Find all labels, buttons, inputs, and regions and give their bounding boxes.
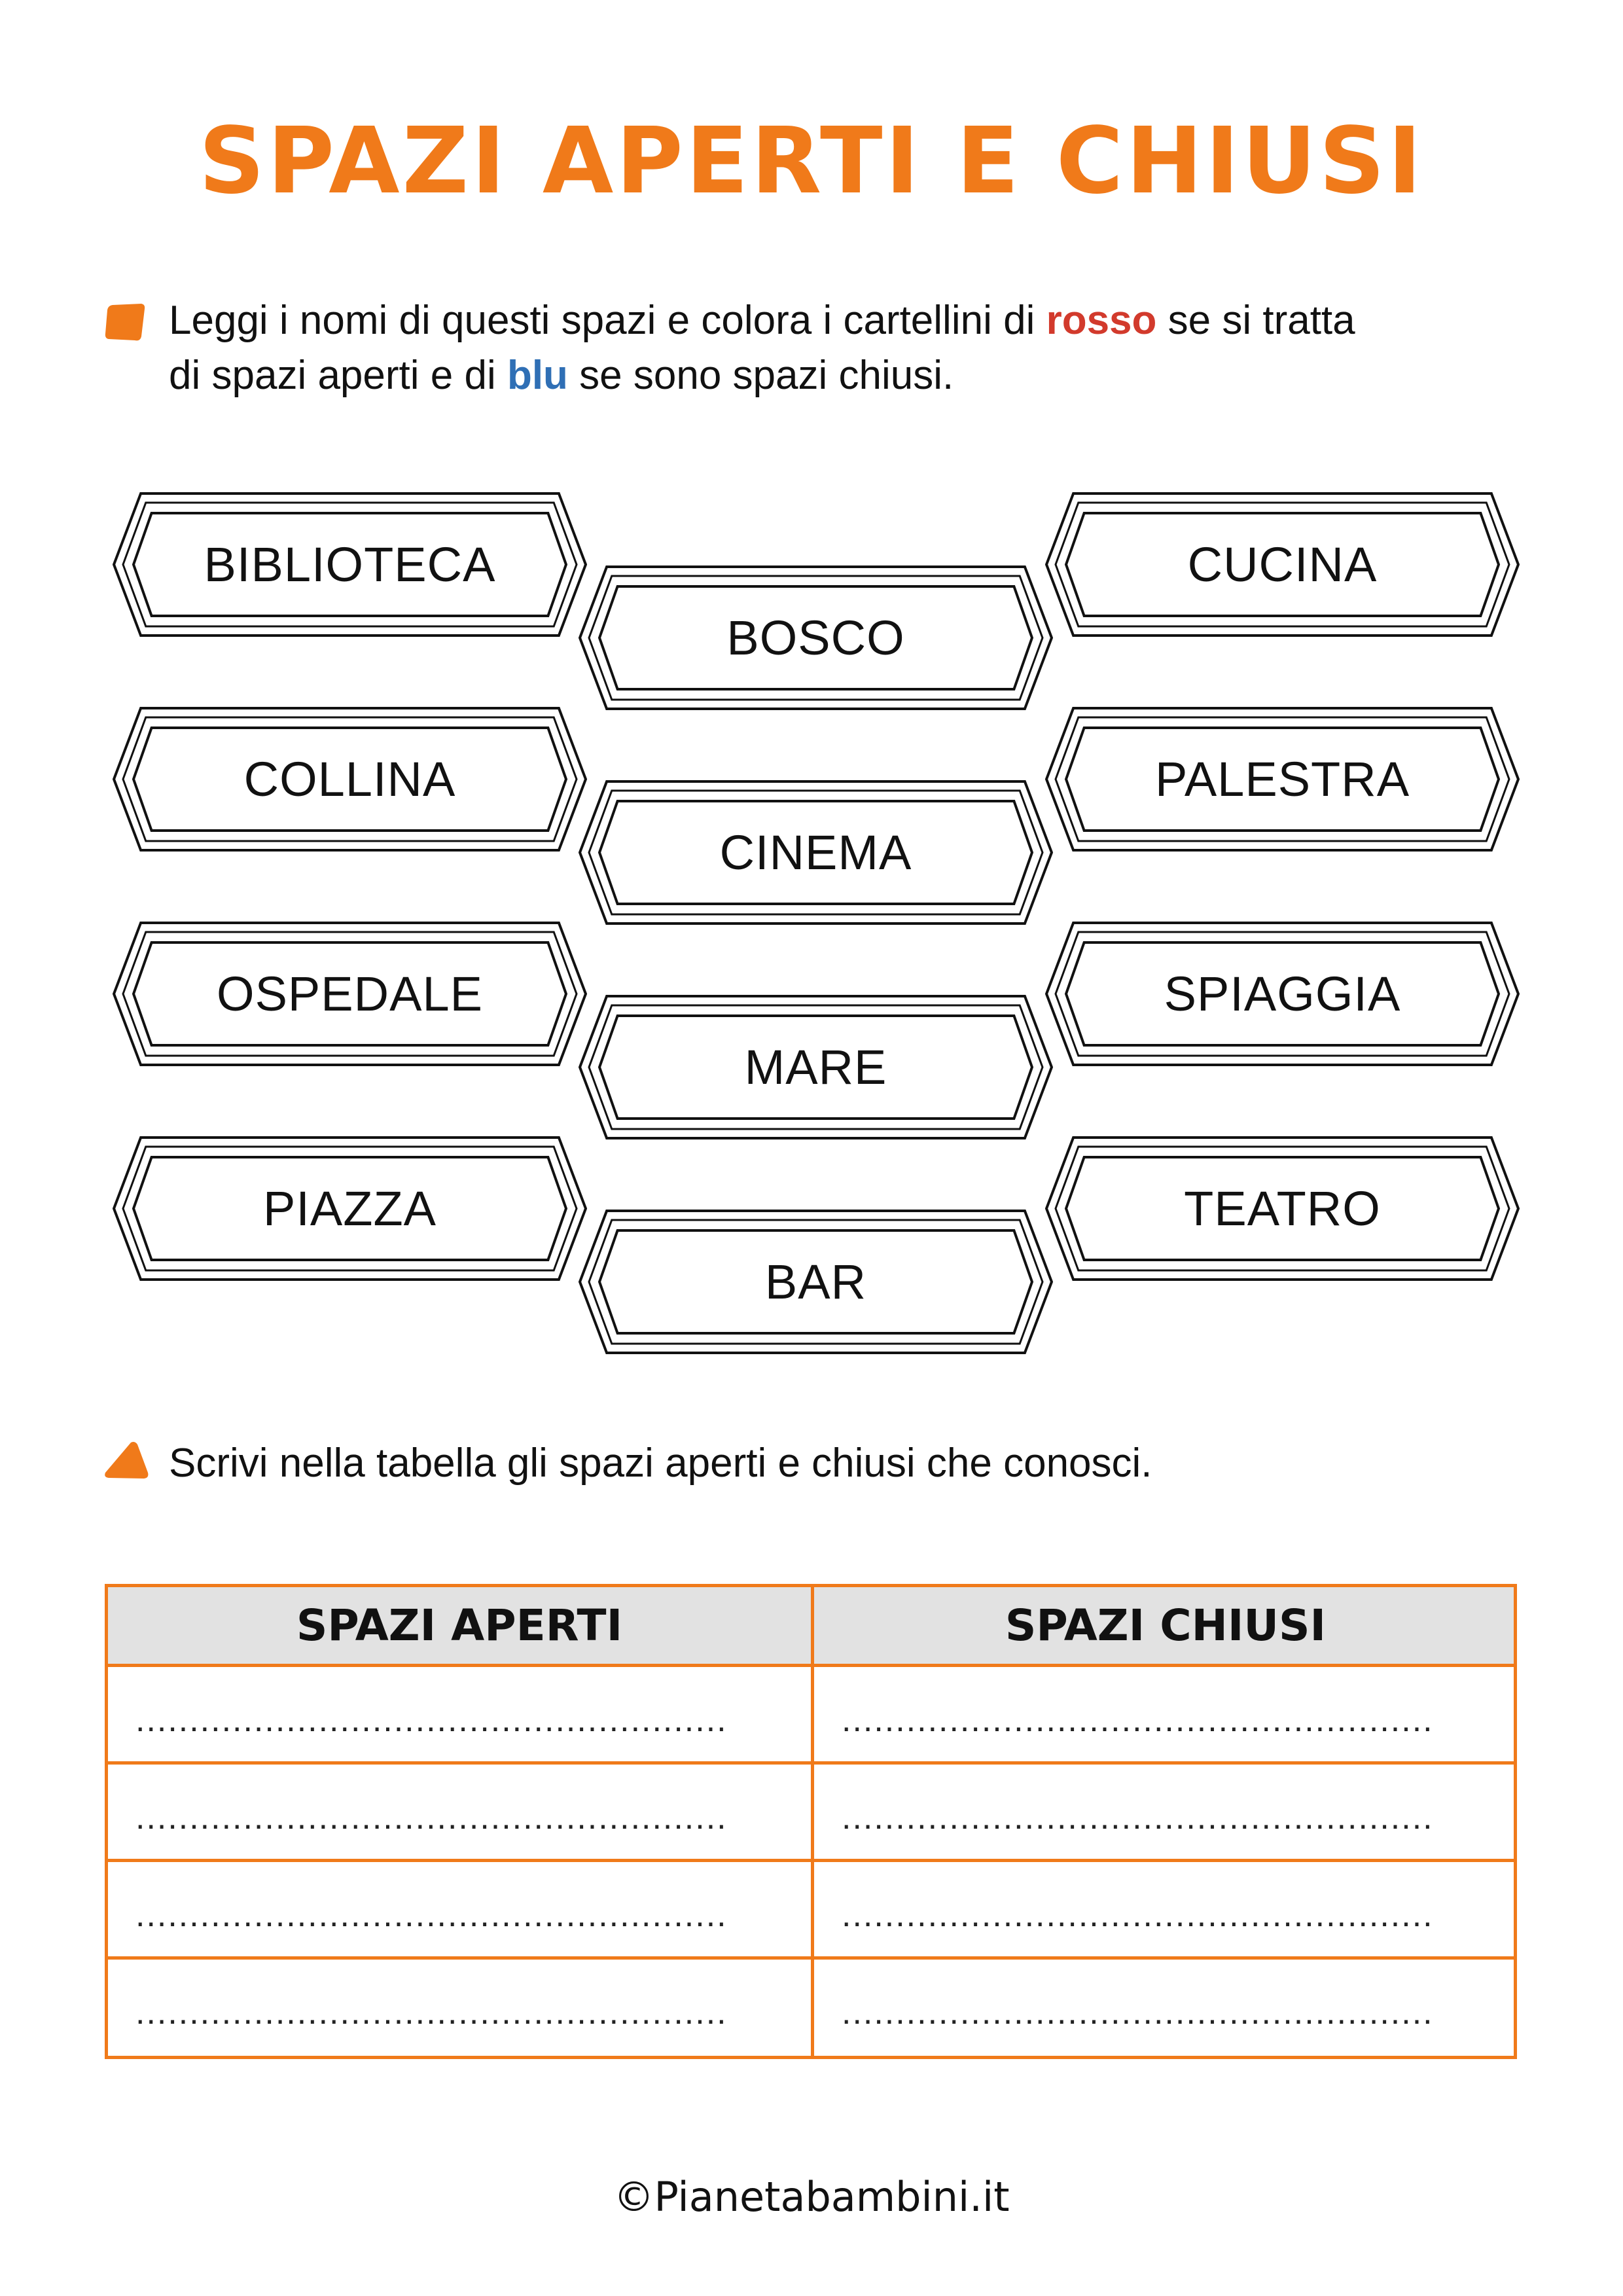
instruction-1-line2-end: se sono spazi chiusi. bbox=[567, 353, 954, 398]
header-closed-spaces: SPAZI CHIUSI bbox=[1005, 1600, 1327, 1651]
card-label: CINEMA bbox=[719, 825, 912, 880]
card-label: BOSCO bbox=[726, 611, 905, 665]
label-card[interactable] bbox=[113, 1136, 587, 1281]
instruction-red-word: rosso bbox=[1046, 298, 1157, 343]
write-line[interactable]: ....................................................... bbox=[842, 1994, 1434, 2032]
write-line[interactable]: ....................................................... bbox=[842, 1701, 1434, 1739]
orange-triangle-bullet-icon bbox=[102, 1440, 149, 1480]
column-divider bbox=[811, 1587, 814, 2056]
label-card[interactable] bbox=[579, 1210, 1053, 1354]
instruction-1-line1-start: Leggi i nomi di questi spazi e colora i cartellini di bbox=[169, 298, 1046, 343]
card-label: COLLINA bbox=[243, 752, 456, 806]
instruction-1 bbox=[169, 293, 1355, 403]
footer-copyright: ©Pianetabambini.it bbox=[613, 2173, 1010, 2221]
card-label: BAR bbox=[764, 1255, 867, 1309]
header-open-spaces: SPAZI APERTI bbox=[296, 1600, 623, 1651]
label-card[interactable] bbox=[1045, 707, 1520, 852]
label-card[interactable] bbox=[579, 995, 1053, 1139]
write-line[interactable]: ....................................................... bbox=[135, 1994, 728, 2032]
card-label: BIBLIOTECA bbox=[204, 537, 496, 592]
write-line[interactable]: ....................................................... bbox=[135, 1799, 728, 1837]
instruction-1-line2-start: di spazi aperti e di bbox=[169, 353, 507, 398]
spaces-table bbox=[105, 1584, 1517, 2059]
instruction-1-line1-end: se si tratta bbox=[1156, 298, 1355, 343]
instruction-2: Scrivi nella tabella gli spazi aperti e chiusi che conosci. bbox=[169, 1441, 1152, 1486]
label-card[interactable] bbox=[113, 707, 587, 852]
card-label: SPIAGGIA bbox=[1164, 967, 1401, 1021]
card-label: CUCINA bbox=[1187, 537, 1378, 592]
label-card[interactable] bbox=[579, 565, 1053, 710]
label-card[interactable] bbox=[113, 922, 587, 1066]
write-line[interactable]: ....................................................... bbox=[135, 1896, 728, 1934]
card-label: TEATRO bbox=[1184, 1181, 1381, 1236]
label-card[interactable] bbox=[1045, 492, 1520, 637]
orange-square-bullet-icon bbox=[103, 302, 147, 343]
card-label: OSPEDALE bbox=[217, 967, 483, 1021]
write-line[interactable]: ....................................................... bbox=[135, 1701, 728, 1739]
label-card[interactable] bbox=[1045, 922, 1520, 1066]
card-label: PIAZZA bbox=[262, 1181, 437, 1236]
card-label: PALESTRA bbox=[1154, 752, 1410, 806]
page-title: SPAZI APERTI E CHIUSI bbox=[198, 108, 1425, 215]
label-card[interactable] bbox=[579, 780, 1053, 925]
label-card[interactable] bbox=[113, 492, 587, 637]
instruction-blue-word: blu bbox=[507, 353, 568, 398]
label-card[interactable] bbox=[1045, 1136, 1520, 1281]
card-label: MARE bbox=[744, 1040, 887, 1094]
write-line[interactable]: ....................................................... bbox=[842, 1799, 1434, 1837]
write-line[interactable]: ....................................................... bbox=[842, 1896, 1434, 1934]
